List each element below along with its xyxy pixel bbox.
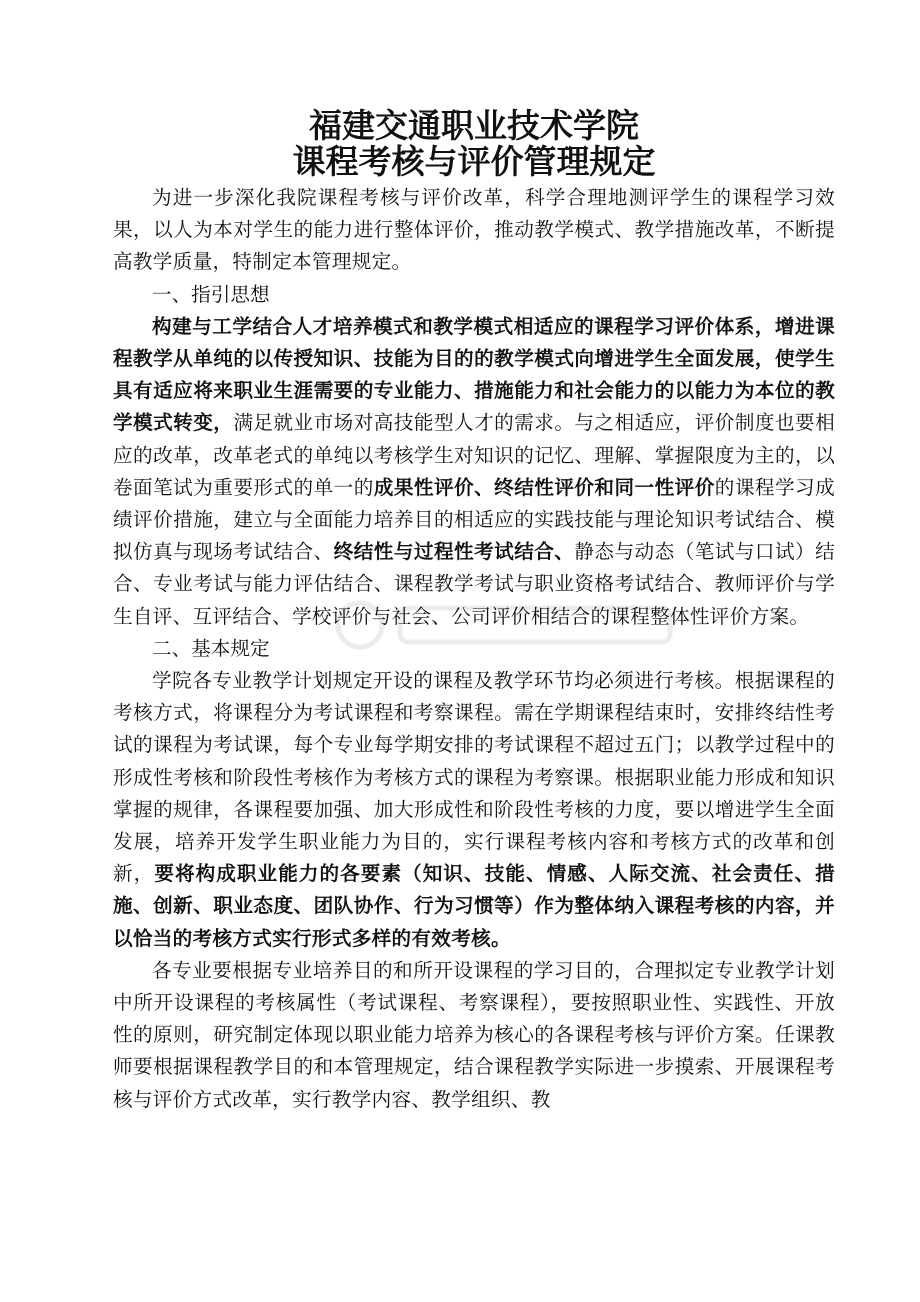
section-2-bold-b: 要将构成职业能力的各要素（知识、技能、情感、人际交流、社会责任、措施、创新、职业态度、团队协作、行为习惯等）作为整体纳入课程考核的内容，并以恰当的考核方式实行形式多样的有效考核。	[113, 862, 835, 950]
section-1-paragraph	[113, 311, 835, 633]
title-block	[113, 108, 835, 180]
section-2-heading: 二、基本规定	[152, 636, 270, 660]
title-line-1: 福建交通职业技术学院	[309, 106, 639, 145]
section-1-bold-d: 终结性与过程性考试结合、	[333, 540, 575, 564]
section-1-heading: 一、指引思想	[152, 282, 270, 306]
section-1-bold-b: 成果性评价、终结性评价和同一性评价	[373, 475, 715, 499]
section-1-text-a: 满足就业市场对高技能型人才的需求。与之相适应，评价制度也要相应的改革，改革老式的单纯以考核学生对知识的记忆、理解、掌握限度为主的，以卷面笔试为重要形式的单一的	[113, 411, 835, 499]
section-2-paragraph-2: 各专业要根据专业培养目的和所开设课程的学习目的，合理拟定专业教学计划中所开设课程的考核属性（考试课程、考察课程），要按照职业性、实践性、开放性的原则，研究制定体现以职业能力培养为核心的各课程考核与评价方案。任课教师要根据课程教学目的和本管理规定，结合课程教学实际进一步摸索、开展课程考核与评价方式改革，实行教学内容、教学组织、教	[113, 958, 835, 1111]
section-1-bold-lead: 构建与工学结合人才培养模式和教学模式相适应的课程学习评价体系，增进课程教学从单纯的以传授知识、技能为目的的教学模式向增进学生全面发展，使学生具有适应将来职业生涯需要的专业能力、措施能力和社会能力的以能力为本位的教学模式转变，	[113, 314, 835, 435]
intro-paragraph: 为进一步深化我院课程考核与评价改革，科学合理地测评学生的课程学习效果，以人为本对学生的能力进行整体评价，推动教学模式、教学措施改革，不断提高教学质量，特制定本管理规定。	[113, 186, 835, 274]
section-2-text-a: 学院各专业教学计划规定开设的课程及教学环节均必须进行考核。根据课程的考核方式，将课程分为考试课程和考察课程。需在学期课程结束时，安排终结性考试的课程为考试课，每个专业每学期安排的考试课程不超过五门；以教学过程中的形成性考核和阶段性考核作为考核方式的课程为考察课。根据职业能力形成和知识掌握的规律，各课程要加强、加大形成性和阶段性考核的力度，要以增进学生全面发展，培养开发学生职业能力为目的，实行课程考核内容和考核方式的改革和创新，	[113, 669, 835, 886]
document-page	[113, 100, 835, 1116]
title-line-2: 课程考核与评价管理规定	[292, 142, 656, 181]
section-2-paragraph-1	[113, 665, 835, 955]
section-1-text-c: 的课程学习成绩评价措施，建立与全面能力培养目的相适应的实践技能与理论知识考试结合、模拟仿真与现场考试结合、	[113, 475, 835, 564]
section-1-text-e: 静态与动态（笔试与口试）结合、专业考试与能力评估结合、课程教学考试与职业资格考试结合、教师评价与学生自评、互评结合、学校评价与社会、公司评价相结合的课程整体性评价方案。	[113, 540, 835, 628]
